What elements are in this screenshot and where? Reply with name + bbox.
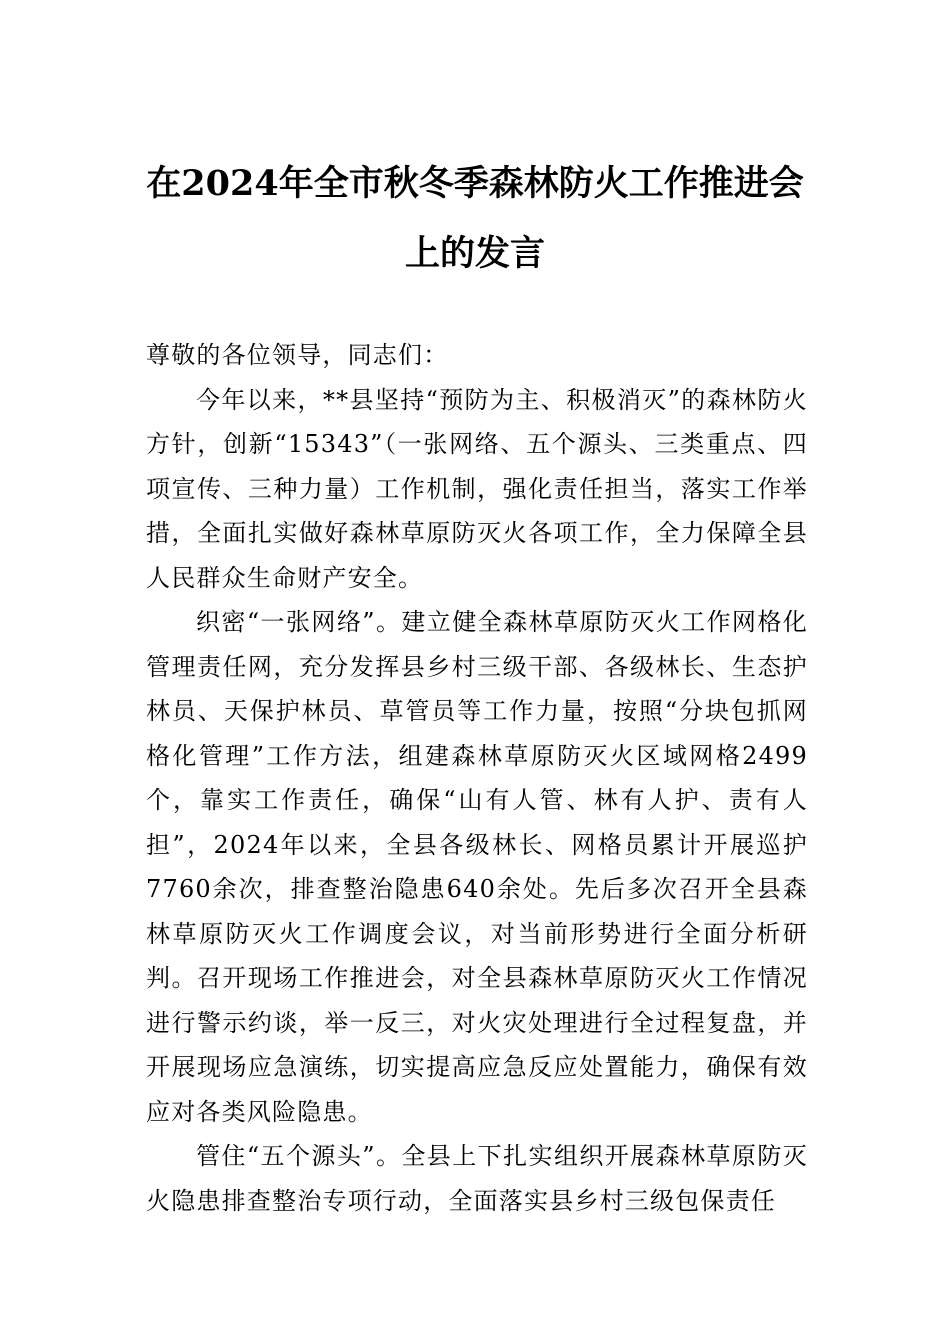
salutation: 尊敬的各位领导，同志们： xyxy=(146,341,449,369)
paragraph-intro: 今年以来，**县坚持“预防为主、积极消灭”的森林防火方针，创新“15343”（一张网络、五个源头、三类重点、四项宣传、三种力量）工作机制，强化责任担当，落实工作举措，全面扎实做好森林草原防灭火各项工作，全力保障全县人民群众生命财产安全。 xyxy=(146,385,808,592)
document-title-line-1: 在2024年全市秋冬季森林防火工作推进会 xyxy=(146,163,804,204)
paragraph-one-network: 织密“一张网络”。建立健全森林草原防灭火工作网格化管理责任网，充分发挥县乡村三级干部、各级林长、生态护林员、天保护林员、草管员等工作力量，按照“分块包抓网格化管理”工作方法，组建森林草原防灭火区域网格2499个，靠实工作责任，确保“山有人管、林有人护、责有人担”，2024年以来，全县各级林长、网格员累计开展巡护7760余次，排查整治隐患640余处。先后多次召开全县森林草原防灭火工作调度会议，对当前形势进行全面分析研判。召开现场工作推进会，对全县森林草原防灭火工作情况进行警示约谈，举一反三，对火灾处理进行全过程复盘，并开展现场应急演练，切实提高应急反应处置能力，确保有效应对各类风险隐患。 xyxy=(146,608,808,1126)
paragraph-five-sources: 管住“五个源头”。全县上下扎实组织开展森林草原防灭火隐患排查整治专项行动，全面落实县乡村三级包保责任 xyxy=(146,1142,808,1215)
document-body xyxy=(146,333,808,1223)
document-title-line-2: 上的发言 xyxy=(404,233,545,274)
